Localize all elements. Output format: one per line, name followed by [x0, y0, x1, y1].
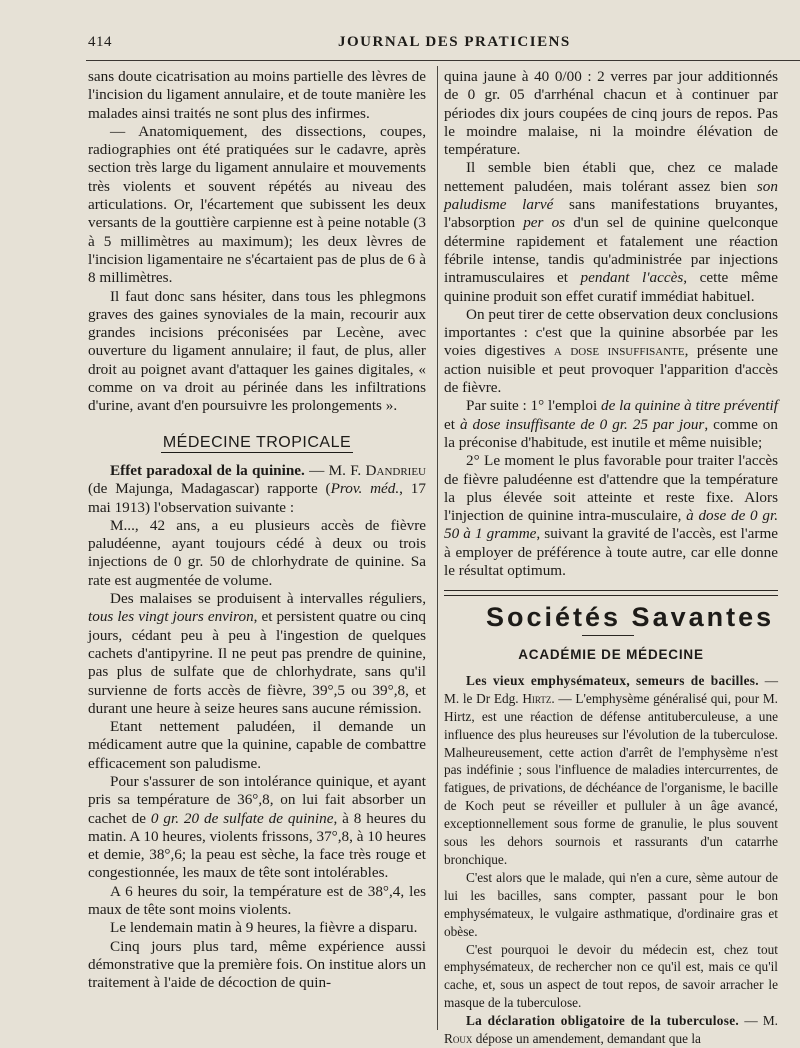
paragraph: — Anatomiquement, des dissections, coupes, radiographies ont été pratiquées sur le cadavre, après section très large du ligament annulaire et mouvements très violents et souvent répétés au niveau des articulations. Or, l'écartement que subissent les deux versants de la gouttière carpienne est à peine notable (3 à 5 millimètres au maximum); les deux lèvres de l'incision ligamentaire ne s'écartaient pas de plus de 6 à 8 millimètres.: [88, 122, 426, 287]
report-paragraph: La déclaration obligatoire de la tuberculose. — M. Roux dépose un amendement, demandant que la: [444, 1013, 779, 1047]
report-paragraph: Les vieux emphysémateux, semeurs de bacilles. — M. le Dr Edg. Hirtz. — L'emphysème généralisé qui, pour M. Hirtz, est une réaction de défense antituberculeuse, a une influence des plus heureuses sur l'évolution de la tuberculose. Malheureusement, cette action d'arrêt de l'emphysème n'est pas indéfinie ; sous l'influence de maladies intercurrentes, de fatigues, de privations, de déchéance de l'organisme, le bacille de Koch peut se réveiller et pulluler à un âge avancé, exceptionnellement sous forme de granulie, le plus souvent sous les dehors sournois et rassurants d'un catarrhe bronchique.: [444, 672, 779, 867]
societes-savantes-heading: Sociétés Savantes: [486, 602, 775, 633]
journal-title: JOURNAL DES PRATICIENS: [338, 34, 571, 50]
report-title: La déclaration obligatoire de la tuberculose.: [466, 1013, 740, 1029]
paragraph: Etant nettement paludéen, il demande un médicament autre que la quinine, capable de combattre efficacement son paludisme.: [88, 718, 426, 772]
author-name: Dandrieu: [365, 461, 426, 479]
paragraph: sans doute cicatrisation au moins partielle des lèvres de l'incision du ligament annulaire, et de toute manière les malades ainsi traités ne sont plus des infirmes.: [88, 68, 426, 122]
running-header: [0, 34, 800, 60]
double-rule: [444, 590, 778, 596]
paragraph: 2° Le moment le plus favorable pour traiter l'accès de fièvre paludéenne est d'attendre que la température la plus élevée soit atteinte et reste fixe. Alors l'injection de quinine intra-musculaire, à dose de 0 gr. 50 à 1 gramme, suivant la gravité de l'accès, est l'arme à employer de préférence à toute autre, car elle donne le résultat optimum.: [444, 452, 778, 580]
column-divider: [437, 66, 438, 1030]
report-paragraph: C'est pourquoi le devoir du médecin est, chez tout emphysémateux, de rechercher non ce qu'il est, mais ce qu'il cache, et, sous un aspect de tout repos, de savoir arracher le masque de la tuberculose.: [444, 941, 778, 1011]
paragraph: Cinq jours plus tard, même expérience aussi démonstrative que la première fois. On institue alors un traitement à l'aide de décoction de quin-: [88, 937, 426, 992]
report-title: Les vieux emphysémateux, semeurs de bacilles.: [466, 672, 759, 688]
academie-heading: ACADÉMIE DE MÉDECINE: [518, 646, 704, 662]
right-column: [444, 68, 778, 1048]
page-number: 414: [88, 34, 112, 50]
paragraph: M..., 42 ans, a eu plusieurs accès de fièvre paludéenne, ayant toujours cédé à deux ou trois injections de 0 gr. 50 de chlorhydrate de quinine. Sa rate est augmentée de volume.: [88, 516, 426, 589]
paragraph: Le lendemain matin à 9 heures, la fièvre a disparu.: [110, 919, 418, 937]
short-rule: [582, 635, 634, 636]
academie-reports: [444, 672, 778, 1048]
article-title: Effet paradoxal de la quinine.: [110, 461, 305, 479]
paragraph: Des malaises se produisent à intervalles réguliers, tous les vingt jours environ, et persistent quatre ou cinq jours, cédant peu à peu à l'ingestion de quelques cachets d'antipyrine. Il ne peut pas prendre de quinine, pas plus de sulfate que de chlorhydrate, sans qu'il survienne de forts accès de fièvre, 39°,5 ou 39°,8, et durant une heure à seize heures sans aucune rémission.: [88, 590, 426, 717]
article-intro: Effet paradoxal de la quinine. — M. F. Dandrieu (de Majunga, Madagascar) rapporte (Prov. méd., 17 mai 1913) l'observation suivante :: [88, 461, 426, 516]
paragraph: quina jaune à 40 0/00 : 2 verres par jour additionnés de 0 gr. 05 d'arrhénal chacun et à continuer par périodes dix jours coupées de cinq jours de repos. Pas le moindre malaise, ni la moindre élévation de température.: [444, 68, 778, 159]
paragraph: A 6 heures du soir, la température est de 38°,4, les maux de tête sont moins violents.: [88, 882, 426, 919]
paragraph: Pour s'assurer de son intolérance quinique, et ayant pris sa température de 36°,8, on lui fait absorber un cachet de 0 gr. 20 de sulfate de quinine, à 8 heures du matin. A 10 heures, violents frissons, 37°,8, à 10 heures et demie, 38°,6; la peau est sèche, la face très rouge et congestionnée, les maux de tête sont intolérables.: [88, 772, 426, 882]
left-column: [88, 68, 426, 993]
paragraph: Il faut donc sans hésiter, dans tous les phlegmons graves des gaines synoviales de la main, recourir aux grandes incisions préconisées par Lecène, avec ouverture du ligament annulaire; il faut, de plus, aller droit au poignet avant d'attaquer les gaines digitales, « comme on va droit au périnée dans les infiltrations d'urine, avant d'en poursuivre les prolongements ».: [88, 287, 426, 415]
report-paragraph: C'est alors que le malade, qui n'en a cure, sème autour de lui les bacilles, sans compter, passant pour le bon emphysémateux, le vulgaire asthmatique, d'ordinaire gras et obèse.: [444, 869, 778, 939]
header-rule: [86, 60, 800, 61]
paragraph: On peut tirer de cette observation deux conclusions importantes : c'est que la quinine absorbée par les voies digestives a dose insuffisante, présente une action nuisible et peut provoquer l'apparition d'accès de fièvre.: [444, 305, 778, 397]
paragraph: Il semble bien établi que, chez ce malade nettement paludéen, mais tolérant assez bien son paludisme larvé sans manifestations bruyantes, l'absorption per os d'un sel de quinine quelconque détermine rapidement et fatalement une réaction fébrile intense, tandis qu'administrée par injections intramusculaires et pendant l'accès, cette même quinine produit son effet curatif immédiat habituel.: [444, 159, 779, 305]
paragraph: Par suite : 1° l'emploi de la quinine à titre préventif et à dose insuffisante de 0 gr. 25 par jour, comme on la préconise d'habitude, est inutile et même nuisible;: [444, 397, 778, 451]
section-heading: MÉDECINE TROPICALE: [162, 433, 352, 451]
